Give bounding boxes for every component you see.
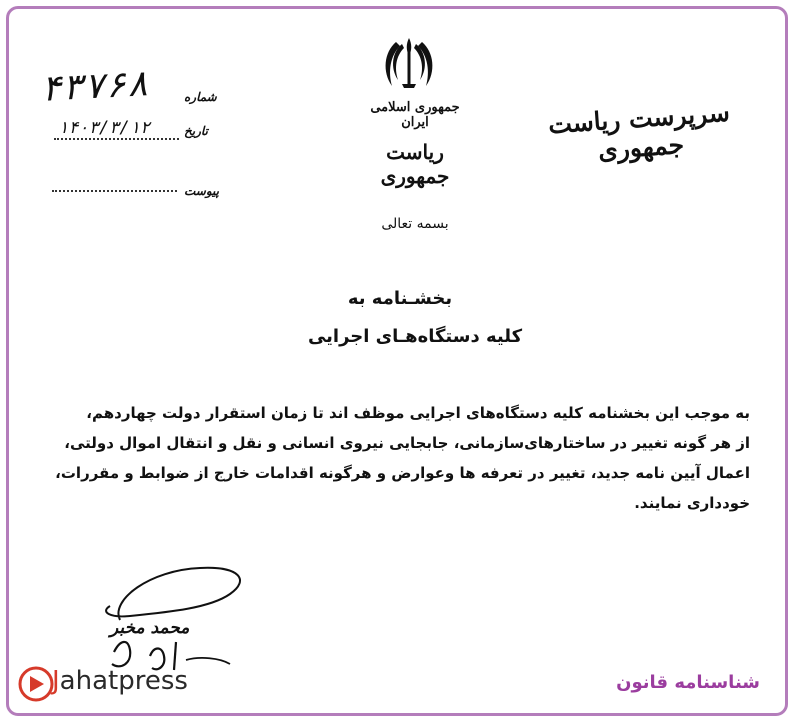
body-line: به موجب این بخشنامه کلیه دستگاه‌های اجرایی موظف اند تا زمان استقرار دولت چهاردهم،	[86, 404, 750, 422]
letter-meta	[24, 60, 224, 210]
iran-emblem-icon	[380, 34, 438, 92]
office-line: ریاست جمهوری	[380, 140, 450, 188]
jahatpress-wordmark: Jahatpress	[52, 666, 188, 696]
body-line: خودداری نمایند.	[634, 494, 750, 512]
watermark-label: شناسنامه قانون	[616, 672, 760, 693]
acting-head-title: سرپرست ریاست جمهوری	[547, 97, 731, 165]
body-line: اعمال آیین نامه جدید، تغییر در تعرفه ها وعوارض و هرگونه اقدامات خارج از ضوابط و مقررات،	[55, 464, 750, 482]
bismillah: بسمه تعالی	[381, 216, 449, 232]
letter-number: ۴۳۷۶۸	[39, 63, 150, 110]
number-label: شماره	[184, 90, 217, 104]
signatory-name: محمد مخبر	[110, 618, 190, 638]
date-label: تاریخ	[184, 124, 208, 138]
circular-title-line2: کلیه دستگاه‌هـای اجرایی	[307, 326, 523, 347]
circular-body	[55, 398, 750, 518]
circular-title-line1: بخشـنامه به	[347, 288, 453, 309]
attachment-dotted-line	[52, 190, 177, 192]
attachment-label: پیوست	[184, 184, 219, 198]
letter-date: ۱۴۰۳/۳/۱۲	[58, 118, 151, 138]
body-line: از هر گونه تغییر در ساختارهای‌سازمانی، جابجایی نیروی انسانی و نقل و انتقال اموال دولتی،	[64, 434, 750, 452]
date-dotted-line	[54, 138, 179, 140]
country-line: جمهوری اسلامی ایران	[370, 100, 460, 130]
